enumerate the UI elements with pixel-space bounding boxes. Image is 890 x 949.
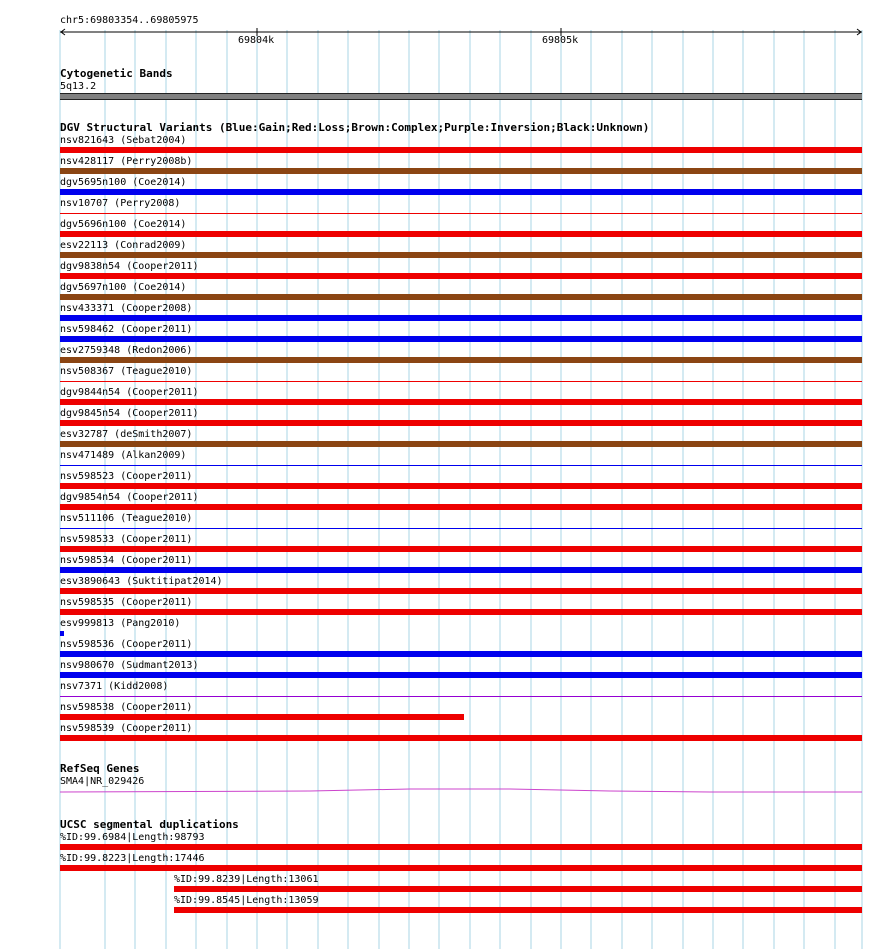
variant-bar[interactable] [60,357,862,363]
variant-label: nsv598536 (Cooper2011) [60,639,193,650]
variant-bar[interactable] [60,714,464,720]
variant-bar[interactable] [60,528,862,529]
variant-label: nsv471489 (Alkan2009) [60,450,187,461]
variant-label: nsv980670 (Sudmant2013) [60,660,199,671]
segdup-bar[interactable] [174,907,862,913]
variant-label: esv22113 (Conrad2009) [60,240,187,251]
variant-label: esv999813 (Pang2010) [60,618,181,629]
variant-bar[interactable] [60,696,862,697]
variant-bar[interactable] [60,483,862,489]
variant-label: nsv7371 (Kidd2008) [60,681,169,692]
variant-label: esv32787 (deSmith2007) [60,429,193,440]
variant-bar[interactable] [60,546,862,552]
variant-bar[interactable] [60,672,862,678]
variant-bar[interactable] [60,567,862,573]
variant-label: nsv598535 (Cooper2011) [60,597,193,608]
variant-bar[interactable] [60,465,862,466]
variant-label: dgv5697n100 (Coe2014) [60,282,187,293]
variant-label: nsv598462 (Cooper2011) [60,324,193,335]
variant-bar[interactable] [60,213,862,214]
variant-label: nsv10707 (Perry2008) [60,198,181,209]
variant-bar[interactable] [60,420,862,426]
segdup-label: %ID:99.8239|Length:13061 [174,874,319,885]
variant-bar[interactable] [60,252,862,258]
variant-label: nsv598534 (Cooper2011) [60,555,193,566]
variant-bar[interactable] [60,294,862,300]
location-label: chr5:69803354..69805975 [60,15,199,26]
variant-label: nsv428117 (Perry2008b) [60,156,193,167]
variant-bar[interactable] [60,168,862,174]
variant-label: nsv598523 (Cooper2011) [60,471,193,482]
segdup-label: %ID:99.8223|Length:17446 [60,853,205,864]
refseq-gene-label: SMA4|NR_029426 [60,776,145,787]
variant-bar[interactable] [60,609,862,615]
cytoband-bar[interactable] [60,93,862,100]
variant-label: nsv598533 (Cooper2011) [60,534,193,545]
variant-bar[interactable] [60,588,862,594]
ruler[interactable] [60,28,862,40]
variant-label: dgv9854n54 (Cooper2011) [60,492,199,503]
variant-label: dgv9838n54 (Cooper2011) [60,261,199,272]
variant-bar[interactable] [60,381,862,382]
variant-bar[interactable] [60,273,862,279]
variant-bar[interactable] [60,735,862,741]
variant-label: nsv821643 (Sebat2004) [60,135,187,146]
variant-bar[interactable] [60,336,862,342]
variant-bar[interactable] [60,315,862,321]
cytoband-label: 5q13.2 [60,81,97,92]
variant-bar[interactable] [60,504,862,510]
segdup-bar[interactable] [60,865,862,871]
segdup-bar[interactable] [174,886,862,892]
variant-bar[interactable] [60,631,64,636]
variant-label: dgv5695n100 (Coe2014) [60,177,187,188]
cytoband-track-title: Cytogenetic Bands [60,67,173,80]
segdup-track-title: UCSC segmental duplications [60,818,239,831]
ruler-tick-label: 69804k [238,35,275,46]
variant-bar[interactable] [60,189,862,195]
ruler-tick-label: 69805k [542,35,579,46]
refseq-gene-line[interactable] [60,786,862,796]
variant-label: esv2759348 (Redon2006) [60,345,193,356]
variant-label: nsv511106 (Teague2010) [60,513,193,524]
variant-label: esv3890643 (Suktitipat2014) [60,576,223,587]
segdup-label: %ID:99.8545|Length:13059 [174,895,319,906]
dgv-track-title: DGV Structural Variants (Blue:Gain;Red:Loss;Brown:Complex;Purple:Inversion;Black:Unknown) [60,121,650,134]
segdup-bar[interactable] [60,844,862,850]
variant-bar[interactable] [60,399,862,405]
variant-label: nsv598538 (Cooper2011) [60,702,193,713]
variant-bar[interactable] [60,231,862,237]
variant-label: dgv9844n54 (Cooper2011) [60,387,199,398]
variant-bar[interactable] [60,441,862,447]
variant-bar[interactable] [60,651,862,657]
variant-label: dgv9845n54 (Cooper2011) [60,408,199,419]
segdup-label: %ID:99.6984|Length:98793 [60,832,205,843]
variant-label: nsv508367 (Teague2010) [60,366,193,377]
refseq-track-title: RefSeq Genes [60,762,140,775]
variant-label: nsv433371 (Cooper2008) [60,303,193,314]
variant-label: dgv5696n100 (Coe2014) [60,219,187,230]
variant-label: nsv598539 (Cooper2011) [60,723,193,734]
variant-bar[interactable] [60,147,862,153]
